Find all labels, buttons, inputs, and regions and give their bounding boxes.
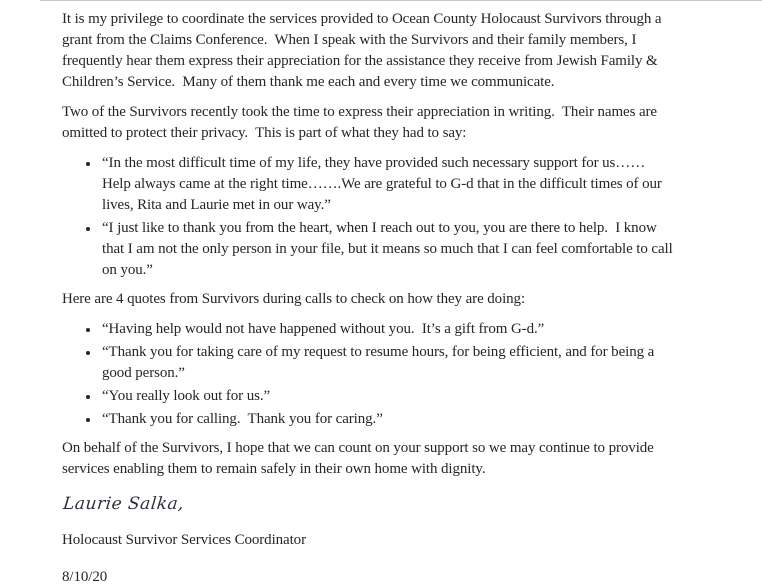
letter-date: 8/10/20 <box>62 569 108 585</box>
paragraph-intro: It is my privilege to coordinate the services provided to Ocean County Holocaust Survivors through a grant from the Claims Conference. When I speak with the Survivors and their family members, I frequently hear them express their appreciation for the assistance they receive from Jewish Family & Children’s Service. Many of them thank me each and every time we communicate. <box>62 11 666 90</box>
list-item: • “Having help would not have happened without you. It’s a gift from G-d.” <box>100 319 674 340</box>
scan-artifact-line <box>40 0 762 1</box>
list-item: • “You really look out for us.” <box>100 386 674 407</box>
list-item: • “Thank you for taking care of my request to resume hours, for being efficient, and for being a good person.” <box>100 342 674 384</box>
list-item: • “I just like to thank you from the heart, when I reach out to you, you are there to help. I know that I am not the only person in your file, but it means so much that I can feel comfortable to call on you.” <box>100 218 674 281</box>
list-item: • “In the most difficult time of my life, they have provided such necessary support for us…… Help always came at the right time…….We are grateful to G-d that in the difficult times of our lives, Rita and Laurie met in our way.” <box>100 153 674 216</box>
written-quotes-list <box>62 153 677 281</box>
paragraph-closing: On behalf of the Survivors, I hope that we can count on your support so we may continue to provide services enabling them to remain safely in their own home with dignity. <box>62 440 658 477</box>
list-item: • “Thank you for calling. Thank you for caring.” <box>100 409 674 430</box>
call-quotes-list <box>62 319 674 430</box>
paragraph-four-quotes-intro: Here are 4 quotes from Survivors during calls to check on how they are doing: <box>62 291 526 307</box>
paragraph-written-appreciation: Two of the Survivors recently took the time to express their appreciation in writing. Their names are omitted to protect their privacy. This is part of what they had to say: <box>62 104 661 141</box>
signer-job-title: Holocaust Survivor Services Coordinator <box>62 532 306 548</box>
handwritten-signature: Laurie Salka, <box>62 494 186 514</box>
